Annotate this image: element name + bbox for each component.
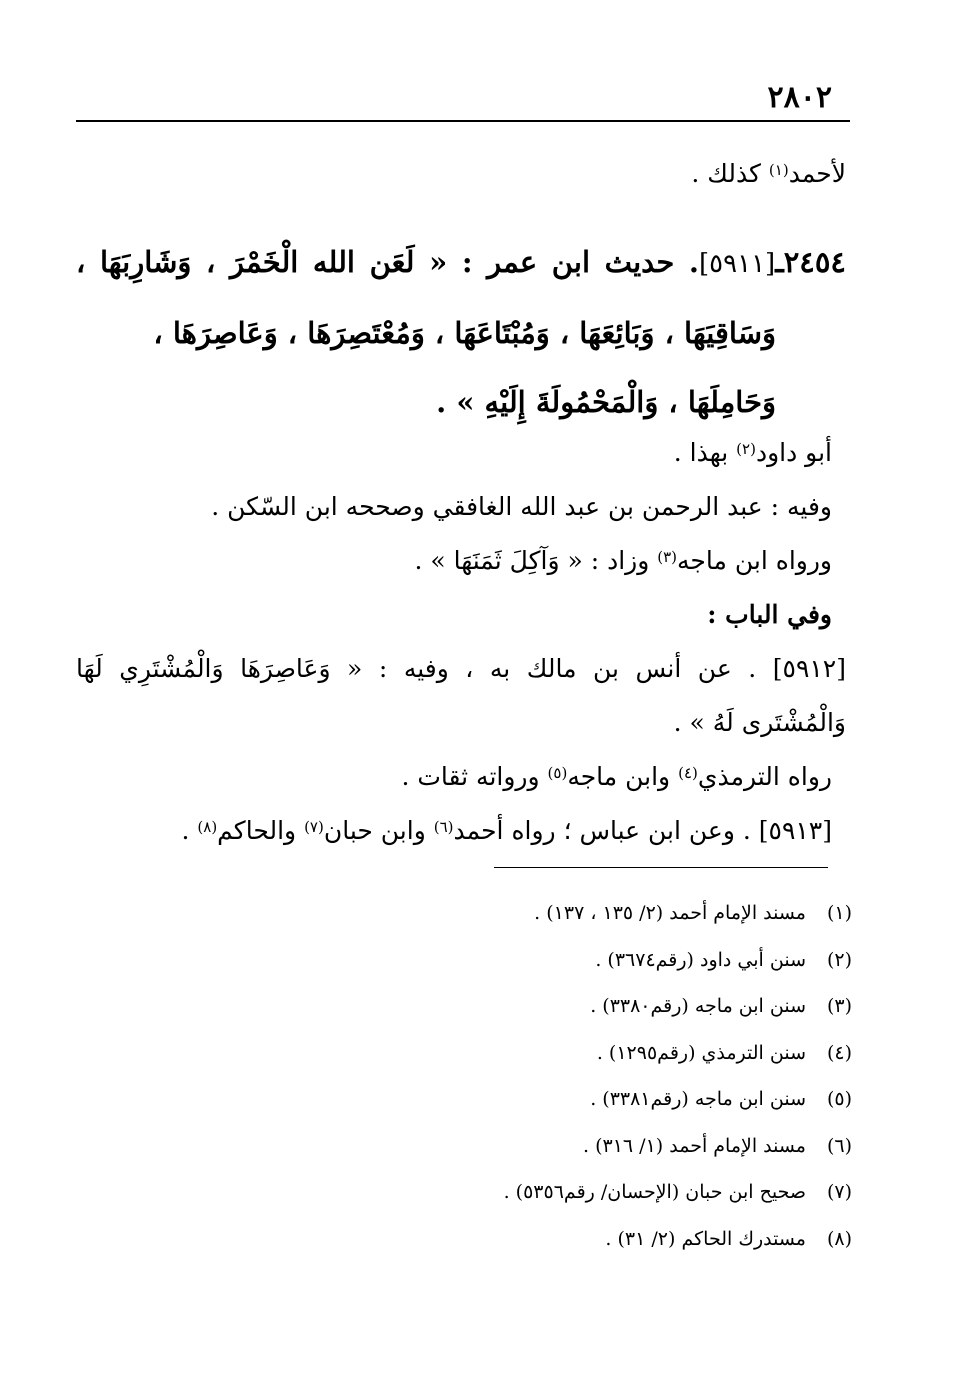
footnotes-list <box>300 890 852 1262</box>
footnote-ref: (٨) <box>197 818 218 836</box>
footnote-text: مسند الإمام أحمد (١/ ٣١٦) . <box>583 1134 806 1157</box>
note-text: رواه الترمذي <box>697 762 832 791</box>
note-text: أبو داود <box>755 438 832 467</box>
footnote-ref: (١) <box>768 161 789 179</box>
anas-line: [٥٩١٢] . عن أنس بن مالك به ، وفيه : « وَعَاصِرَهَا وَالْمُشْتَرِي لَهَا <box>76 654 846 683</box>
footnote-number: (٣) <box>826 995 852 1017</box>
hadith-line: وَحَامِلَهَا ، وَالْمَحْمُولَةَ إِلَيْهِ » . <box>436 385 776 419</box>
footnote <box>300 1123 852 1170</box>
header-rule <box>76 120 850 122</box>
intro-text: كذلك . <box>691 159 769 188</box>
footnote-ref: (٤) <box>678 764 698 782</box>
footnote-text: سنن الترمذي (رقم١٢٩٥) . <box>596 1041 806 1064</box>
footnote <box>300 1216 852 1263</box>
note-text: وابن ماجه <box>567 762 679 791</box>
note-text: وابن حبان <box>323 816 434 845</box>
footnote-ref: (٢) <box>736 440 756 458</box>
note-text: ورواه ابن ماجه <box>677 546 832 575</box>
footnote-text: صحيح ابن حبان (الإحسان/ رقم٥٣٥٦) . <box>503 1181 806 1203</box>
intro-paragraph <box>76 150 846 198</box>
intro-line <box>76 150 846 198</box>
footnote <box>300 890 852 937</box>
footnote-ref: (٧) <box>304 818 324 836</box>
note-text: بهذا . <box>673 438 737 467</box>
footnote <box>300 937 852 984</box>
page-number: ٢٨٠٢ <box>767 80 832 115</box>
footnote-ref: (٥) <box>547 764 568 782</box>
footnote-number: (٥) <box>826 1088 852 1110</box>
note-text: . <box>181 816 198 845</box>
footnote-text: مسند الإمام أحمد (٢/ ١٣٥ ، ١٣٧) . <box>534 902 806 924</box>
note-text: ورواته ثقات . <box>401 762 548 791</box>
hadith-line <box>76 228 846 299</box>
hadith-block <box>76 228 846 437</box>
footnote-text: مستدرك الحاكم (٢/ ٣١) . <box>605 1227 806 1250</box>
hadith-text: . حديث ابن عمر : « لَعَن الله الْخَمْرَ ، وَشَارِبَهَا ، <box>76 245 700 279</box>
footnote-number: (٦) <box>826 1134 852 1157</box>
section-heading: وفي الباب : <box>707 600 832 629</box>
footnote-number: (٧) <box>826 1181 852 1203</box>
fihi-line: وفيه : عبد الرحمن بن عبد الله الغافقي وصححه ابن السّكن . <box>211 492 832 521</box>
footnote-text: سنن أبي داود (رقم٣٦٧٤) . <box>595 948 806 971</box>
footnote <box>300 1169 852 1216</box>
footnote <box>300 1076 852 1123</box>
hadith-number: ٢٤٥٤ـ <box>775 245 846 279</box>
commentary-block <box>76 426 846 858</box>
footnote-text: سنن ابن ماجه (رقم٣٣٨١) . <box>590 1088 806 1110</box>
ibn-majah-line <box>76 534 846 588</box>
note-text: وزاد : « وَآكِلَ ثَمَنَهَا » . <box>414 546 658 575</box>
footnote-separator <box>494 867 828 868</box>
note-text: [٥٩١٣] . وعن ابن عباس ؛ رواه أحمد <box>453 816 832 845</box>
intro-text: لأحمد <box>788 159 846 188</box>
abu-dawud-line <box>76 426 846 480</box>
footnote-number: (١) <box>826 902 852 924</box>
anas-line: وَالْمُشْتَرى لَهُ » . <box>673 708 846 737</box>
footnote <box>300 1030 852 1077</box>
footnote-text: سنن ابن ماجه (رقم٣٣٨٠) . <box>590 995 806 1017</box>
ibn-abbas-line <box>76 804 846 858</box>
footnote-ref: (٦) <box>433 818 454 836</box>
tirmidhi-line <box>76 750 846 804</box>
footnote-ref: (٣) <box>657 548 678 566</box>
footnote <box>300 983 852 1030</box>
hadith-line: وَسَاقِيَهَا ، وَبَائِعَهَا ، وَمُبْتَاعَهَا ، وَمُعْتَصِرَهَا ، وَعَاصِرَهَا ، <box>153 316 776 350</box>
footnote-number: (٢) <box>826 948 852 971</box>
footnote-number: (٤) <box>826 1041 852 1064</box>
note-text: والحاكم <box>217 816 305 845</box>
footnote-number: (٨) <box>826 1227 852 1250</box>
hadith-id: [٥٩١١] <box>699 249 776 279</box>
